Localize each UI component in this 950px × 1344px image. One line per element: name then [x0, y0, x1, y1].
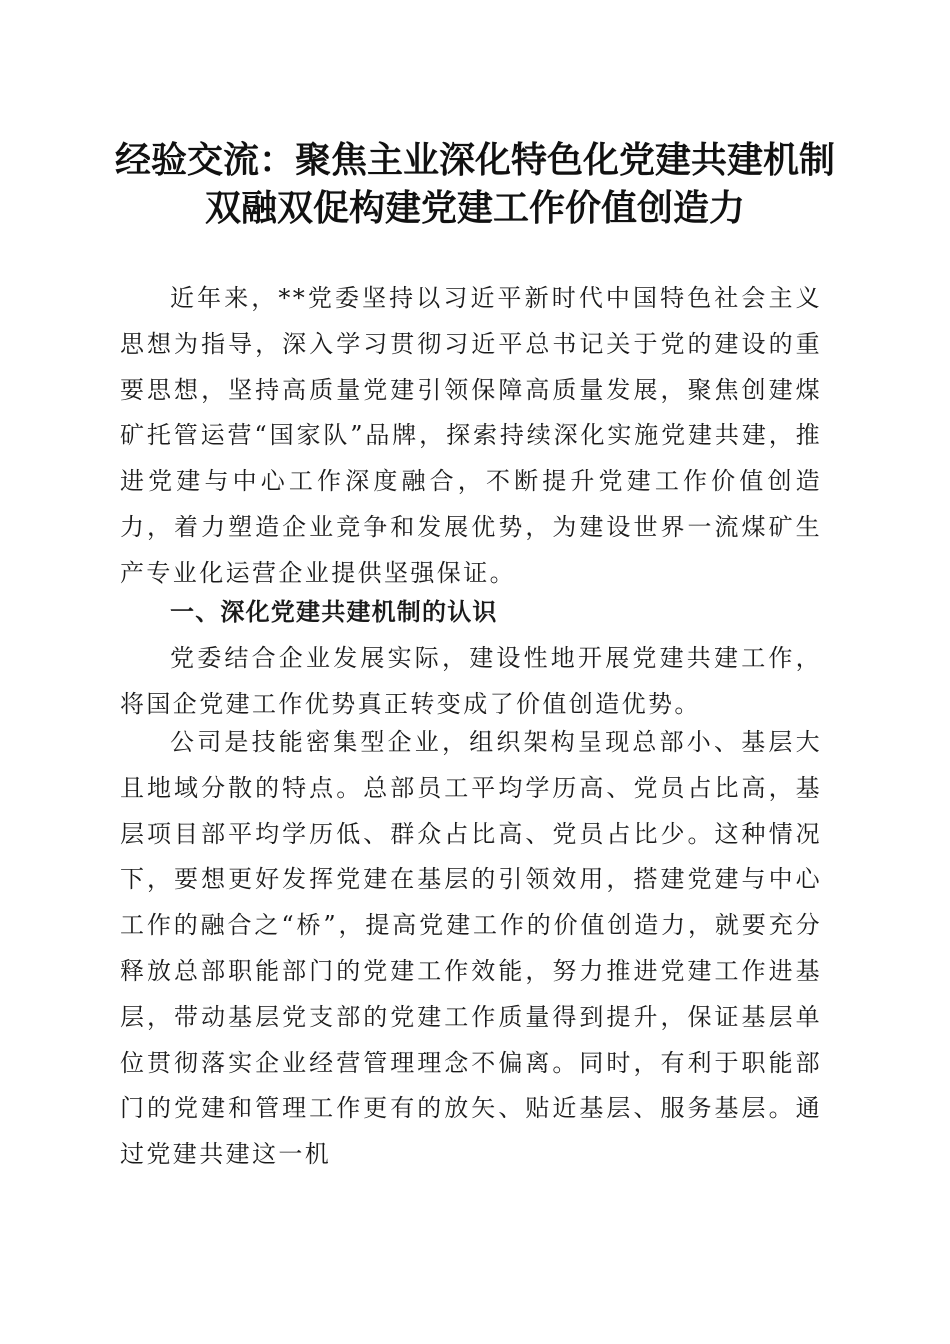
document-title-line-2: 双融双促构建党建工作价值创造力 — [204, 188, 745, 229]
section-paragraph-1: 党委结合企业发展实际，建设性地开展党建共建工作，将国企党建工作优势真正转变成了价值创造优势。 — [120, 644, 822, 718]
section-heading-block — [120, 590, 822, 636]
section-heading: 一、深化党建共建机制的认识 — [170, 598, 498, 626]
section-paragraph-1-block — [120, 636, 822, 728]
document-title-line-1: 经验交流：聚焦主业深化特色化党建共建机制 — [114, 140, 835, 181]
intro-paragraph-block — [120, 276, 822, 597]
section-paragraph-2: 公司是技能密集型企业，组织架构呈现总部小、基层大且地域分散的特点。总部员工平均学历高、党员占比高，基层项目部平均学历低、群众占比高、党员占比少。这种情况下，要想更好发挥党建在基层的引领效用，搭建党建与中心工作的融合之“桥”，提高党建工作的价值创造力，就要充分释放总部职能部门的党建工作效能，努力推进党建工作进基层，带动基层党支部的党建工作质量得到提升，保证基层单位贯彻落实企业经营管理理念不偏离。同时，有利于职能部门的党建和管理工作更有的放矢、贴近基层、服务基层。通过党建共建这一机 — [120, 728, 822, 1169]
intro-paragraph: 近年来，**党委坚持以习近平新时代中国特色社会主义思想为指导，深入学习贯彻习近平总书记关于党的建设的重要思想，坚持高质量党建引领保障高质量发展，聚焦创建煤矿托管运营“国家队”品牌，探索持续深化实施党建共建，推进党建与中心工作深度融合，不断提升党建工作价值创造力，着力塑造企业竞争和发展优势，为建设世界一流煤矿生产专业化运营企业提供坚强保证。 — [120, 284, 822, 587]
section-paragraph-2-block — [120, 720, 822, 1178]
